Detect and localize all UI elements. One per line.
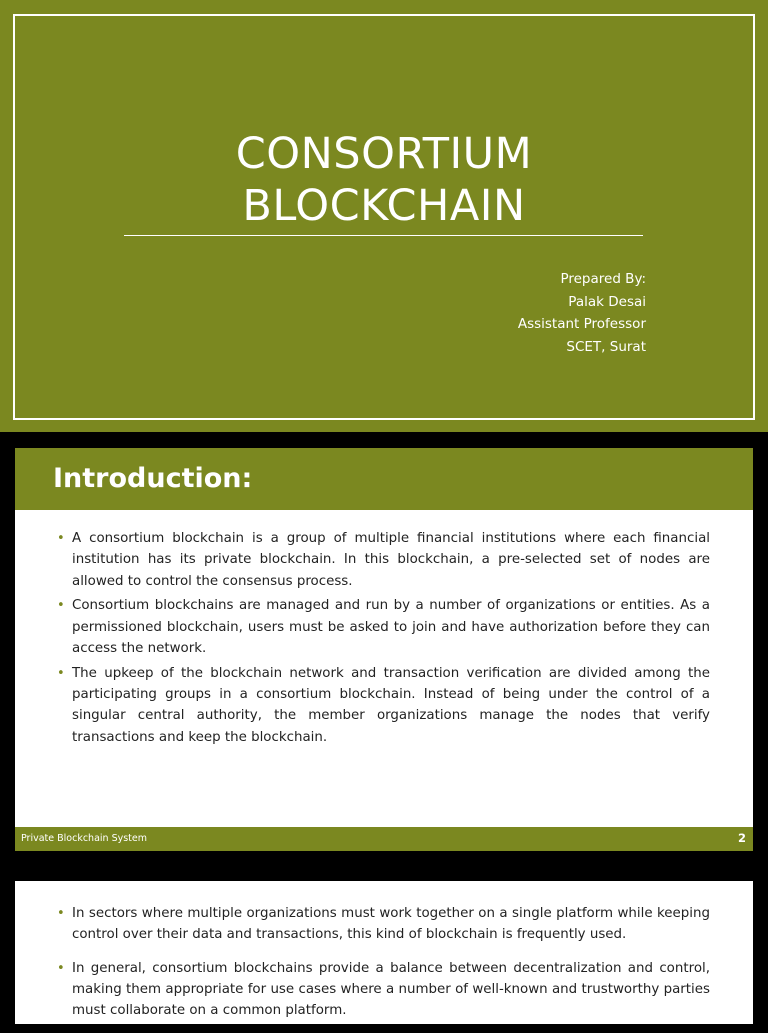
page-number: 2 — [737, 831, 746, 845]
slide-heading: Introduction: — [53, 463, 253, 494]
list-item — [57, 663, 710, 748]
list-item — [57, 595, 710, 659]
byline-author-name: Palak Desai — [568, 293, 646, 310]
slide-title-line-2: BLOCKCHAIN — [242, 181, 526, 231]
title-slide — [0, 0, 768, 432]
bullet-icon: • — [57, 906, 65, 921]
bullet-icon: • — [57, 665, 65, 681]
bullet-icon: • — [57, 960, 65, 976]
title-divider — [124, 235, 643, 236]
bullet-text: In sectors where multiple organizations must work together on a single platform while keeping control over their data and transactions, this kind of blockchain is frequently used. — [72, 906, 710, 943]
footer-title: Private Blockchain System — [21, 833, 148, 844]
bullet-text: A consortium blockchain is a group of multiple financial institutions where each financial institution has its private blockchain. In this blockchain, a pre-selected set of nodes are allowed to control the consensus process. — [72, 531, 710, 589]
bullet-icon: • — [57, 598, 65, 614]
slide-header-bar — [15, 448, 753, 510]
slide-title — [0, 128, 768, 232]
bullet-icon: • — [57, 531, 65, 546]
byline-institution: SCET, Surat — [566, 338, 646, 355]
slide-footer-bar — [15, 827, 753, 851]
byline-author-title: Assistant Professor — [517, 316, 646, 332]
list-item — [57, 903, 710, 946]
bullet-text: The upkeep of the blockchain network and transaction verification are divided among the participating groups in a consortium blockchain. Instead of being under the control of a singular central authority, the member organizations manage the nodes that verify transactions and keep the blockchain. — [72, 665, 710, 745]
slide-title-line-1: CONSORTIUM — [235, 129, 533, 179]
bullet-list — [57, 903, 710, 1033]
list-item — [57, 958, 710, 1022]
list-item — [57, 528, 710, 592]
author-byline — [518, 268, 646, 358]
introduction-slide — [15, 448, 753, 851]
continuation-slide — [15, 881, 753, 1024]
bullet-text: In general, consortium blockchains provide a balance between decentralization and control, making them appropriate for use cases where a number of well-known and trustworthy parties must collaborate on a common platform. — [72, 960, 710, 1019]
bullet-text: Consortium blockchains are managed and run by a number of organizations or entities. As a permissioned blockchain, users must be asked to join and have authorization before they can access the network. — [72, 598, 710, 656]
bullet-list — [57, 528, 710, 751]
byline-prepared-by: Prepared By: — [560, 271, 646, 287]
